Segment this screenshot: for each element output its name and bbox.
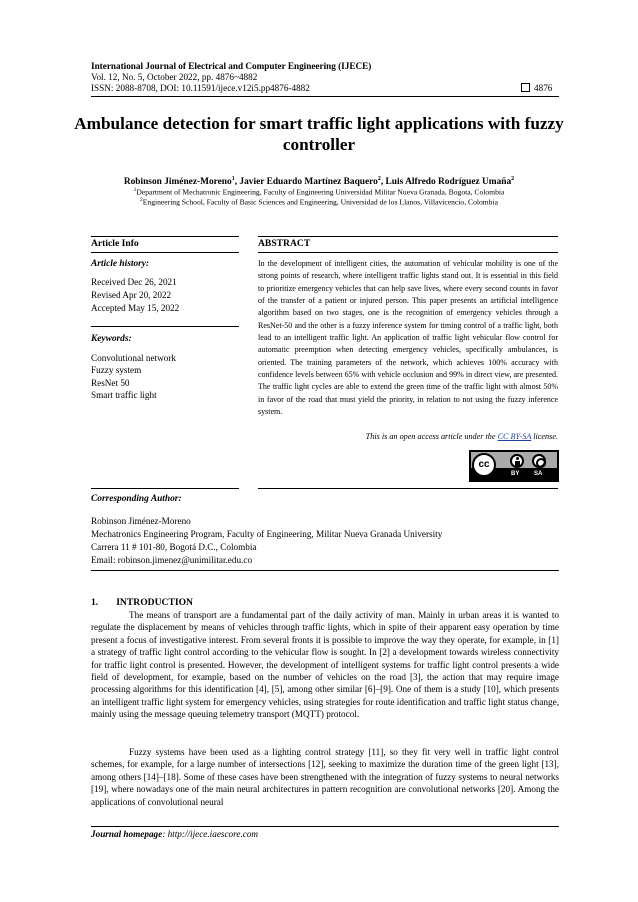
corresponding-heading: Corresponding Author: [91,494,182,504]
keyword: Fuzzy system [91,365,142,376]
journal-homepage: Journal homepage: http://ijece.iaescore.com [91,829,259,839]
keyword: Smart traffic light [91,389,157,400]
affiliation-1: $^1$Department of Mechatronic Engineering, Faculty of Engineering Universidad Militar Nueva Granada, Bogota, Colombia [133,187,505,197]
sa-label: SA [534,471,543,477]
corresponding-affiliation: Mechatronics Engineering Program, Faculty of Engineering, Militar Nueva Granada University [91,529,443,539]
author-1: Robinson Jiménez-Moreno [123,177,232,188]
keywords-list [91,352,176,401]
author-list: Robinson Jiménez-Moreno$^1$, Javier Eduardo Martínez Baquero$^2$, Luis Alfredo Rodríguez Umaña$^2$ [123,176,515,188]
volume-info: Vol. 12, No. 5, October 2022, pp. 4876~4882 [91,72,258,82]
cc-by-sa-badge[interactable] [469,450,559,482]
article-history-heading: Article history: [91,259,150,269]
header-rule [91,96,559,97]
footer-rule [91,826,559,827]
abstract-rule [258,252,558,253]
intro-paragraph-1: The means of transport are a fundamental part of the daily activity of man. Mainly in urban areas it is wanted to regulate the displacement by means of vehicles through traffic lights, which in spite of their apparent easy operation by time present a focus of investigative interest. From several fronts it is possible to improve the way they operate, for example, in [1] a strategy of traffic light control according to the vehicular flow is sought. In [2] a development towards wireless connectivity for traffic light control is presented. However, the development of intelligent systems for traffic light control presents a wide field of development, for example, based on the number of vehicles on the road [3], the action that may require image processing algorithms for this identification [4], [5], among other similar [6]–[9]. One of them is a study [10], which presents an intelligent traffic light system for emergency vehicles, using strategies for route identification and traffic light status change, mainly using the message queuing telemetry transport (MQTT) protocol. [91,610,559,720]
front-matter-rule [91,570,559,571]
article-info-top-rule [91,236,239,237]
page-box-icon [521,83,530,92]
intro-paragraph-2: Fuzzy systems have been used as a lighting control strategy [11], so they fit very well in traffic light control schemes, for example, for a large number of intersections [12], seeking to maximize the duration time of the green light [13], among others [14]–[18]. Some of these cases have been strengthened with the integration of fuzzy systems to neural networks [19], where nowadays one of the main neural architectures in pattern recognition are convolutional networks [20]. Among the applications of convolutional neural [91,747,559,807]
affiliation-2: $^2$Engineering School, Faculty of Basic Sciences and Engineering, Universidad de los Llanos, Villavicencio, Colombia [140,197,498,207]
article-info-rule [91,252,239,253]
keyword: ResNet 50 [91,377,130,388]
corresponding-email: Email: robinson.jimenez@unimilitar.edu.co [91,555,253,565]
corresponding-rule-right [258,488,558,489]
abstract-heading: ABSTRACT [258,238,311,249]
revised-date: Revised Apr 20, 2022 [91,289,172,300]
page-number: 4876 [521,83,552,93]
keywords-heading: Keywords: [91,334,132,344]
section-heading: 1. INTRODUCTION [91,597,193,608]
by-label: BY [511,471,520,477]
open-access-note: This is an open access article under the CC BY-SA license. [365,432,558,441]
attribution-icon [510,454,524,468]
journal-name: International Journal of Electrical and Computer Engineering (IJECE) [91,61,372,71]
corresponding-name: Robinson Jiménez-Moreno [91,516,191,526]
article-info-heading: Article Info [91,238,139,249]
share-alike-icon [532,454,546,468]
running-header [91,61,371,94]
corresponding-details [91,515,442,567]
author-2: Javier Eduardo Martínez Baquero [239,177,378,188]
corresponding-rule-left [91,488,239,489]
author-3: Luis Alfredo Rodríguez Umaña [385,177,512,188]
corresponding-address: Carrera 11 # 101-80, Bogotá D.C., Colombia [91,542,257,552]
paper-title: Ambulance detection for smart traffic light applications with fuzzy controller [74,114,564,154]
abstract-text: In the development of intelligent cities, the automation of vehicular mobility is one of the strong points of research, where intelligent traffic lights stand out. It is essential in this field to prioritize emergency vehicles that can help save lives, where every second counts in favor of the transfer of a patient or injured person. This paper presents an artificial intelligence algorithm based on two stages, one is the recognition of emergency vehicles through a ResNet-50 and the other is a fuzzy inference system for timing control of a traffic light, both lead to an intelligent traffic light. An application of traffic light vehicular flow control for automatic preemption when detecting emergency vehicles, specifically ambulances, is oriented. The training parameters of the network, which achieves 100% accuracy with confidence levels between 65% with vehicle occlusion and 99% in direct view, are presented. The traffic light cycles are able to extend the green time of the traffic light with almost 50% in favor of the road that must yield the priority, in relation to not using the fuzzy inference system. [258,259,558,417]
received-date: Received Dec 26, 2021 [91,277,177,287]
keywords-rule [91,326,239,327]
accepted-date: Accepted May 15, 2022 [91,302,180,313]
article-history [91,276,179,314]
issn-doi: ISSN: 2088-8708, DOI: 10.11591/ijece.v12i5.pp4876-4882 [91,83,310,93]
abstract-top-rule [258,236,558,237]
keyword: Convolutional network [91,353,176,363]
cc-logo-icon: cc [472,453,496,477]
license-link[interactable]: CC BY-SA [497,432,532,441]
